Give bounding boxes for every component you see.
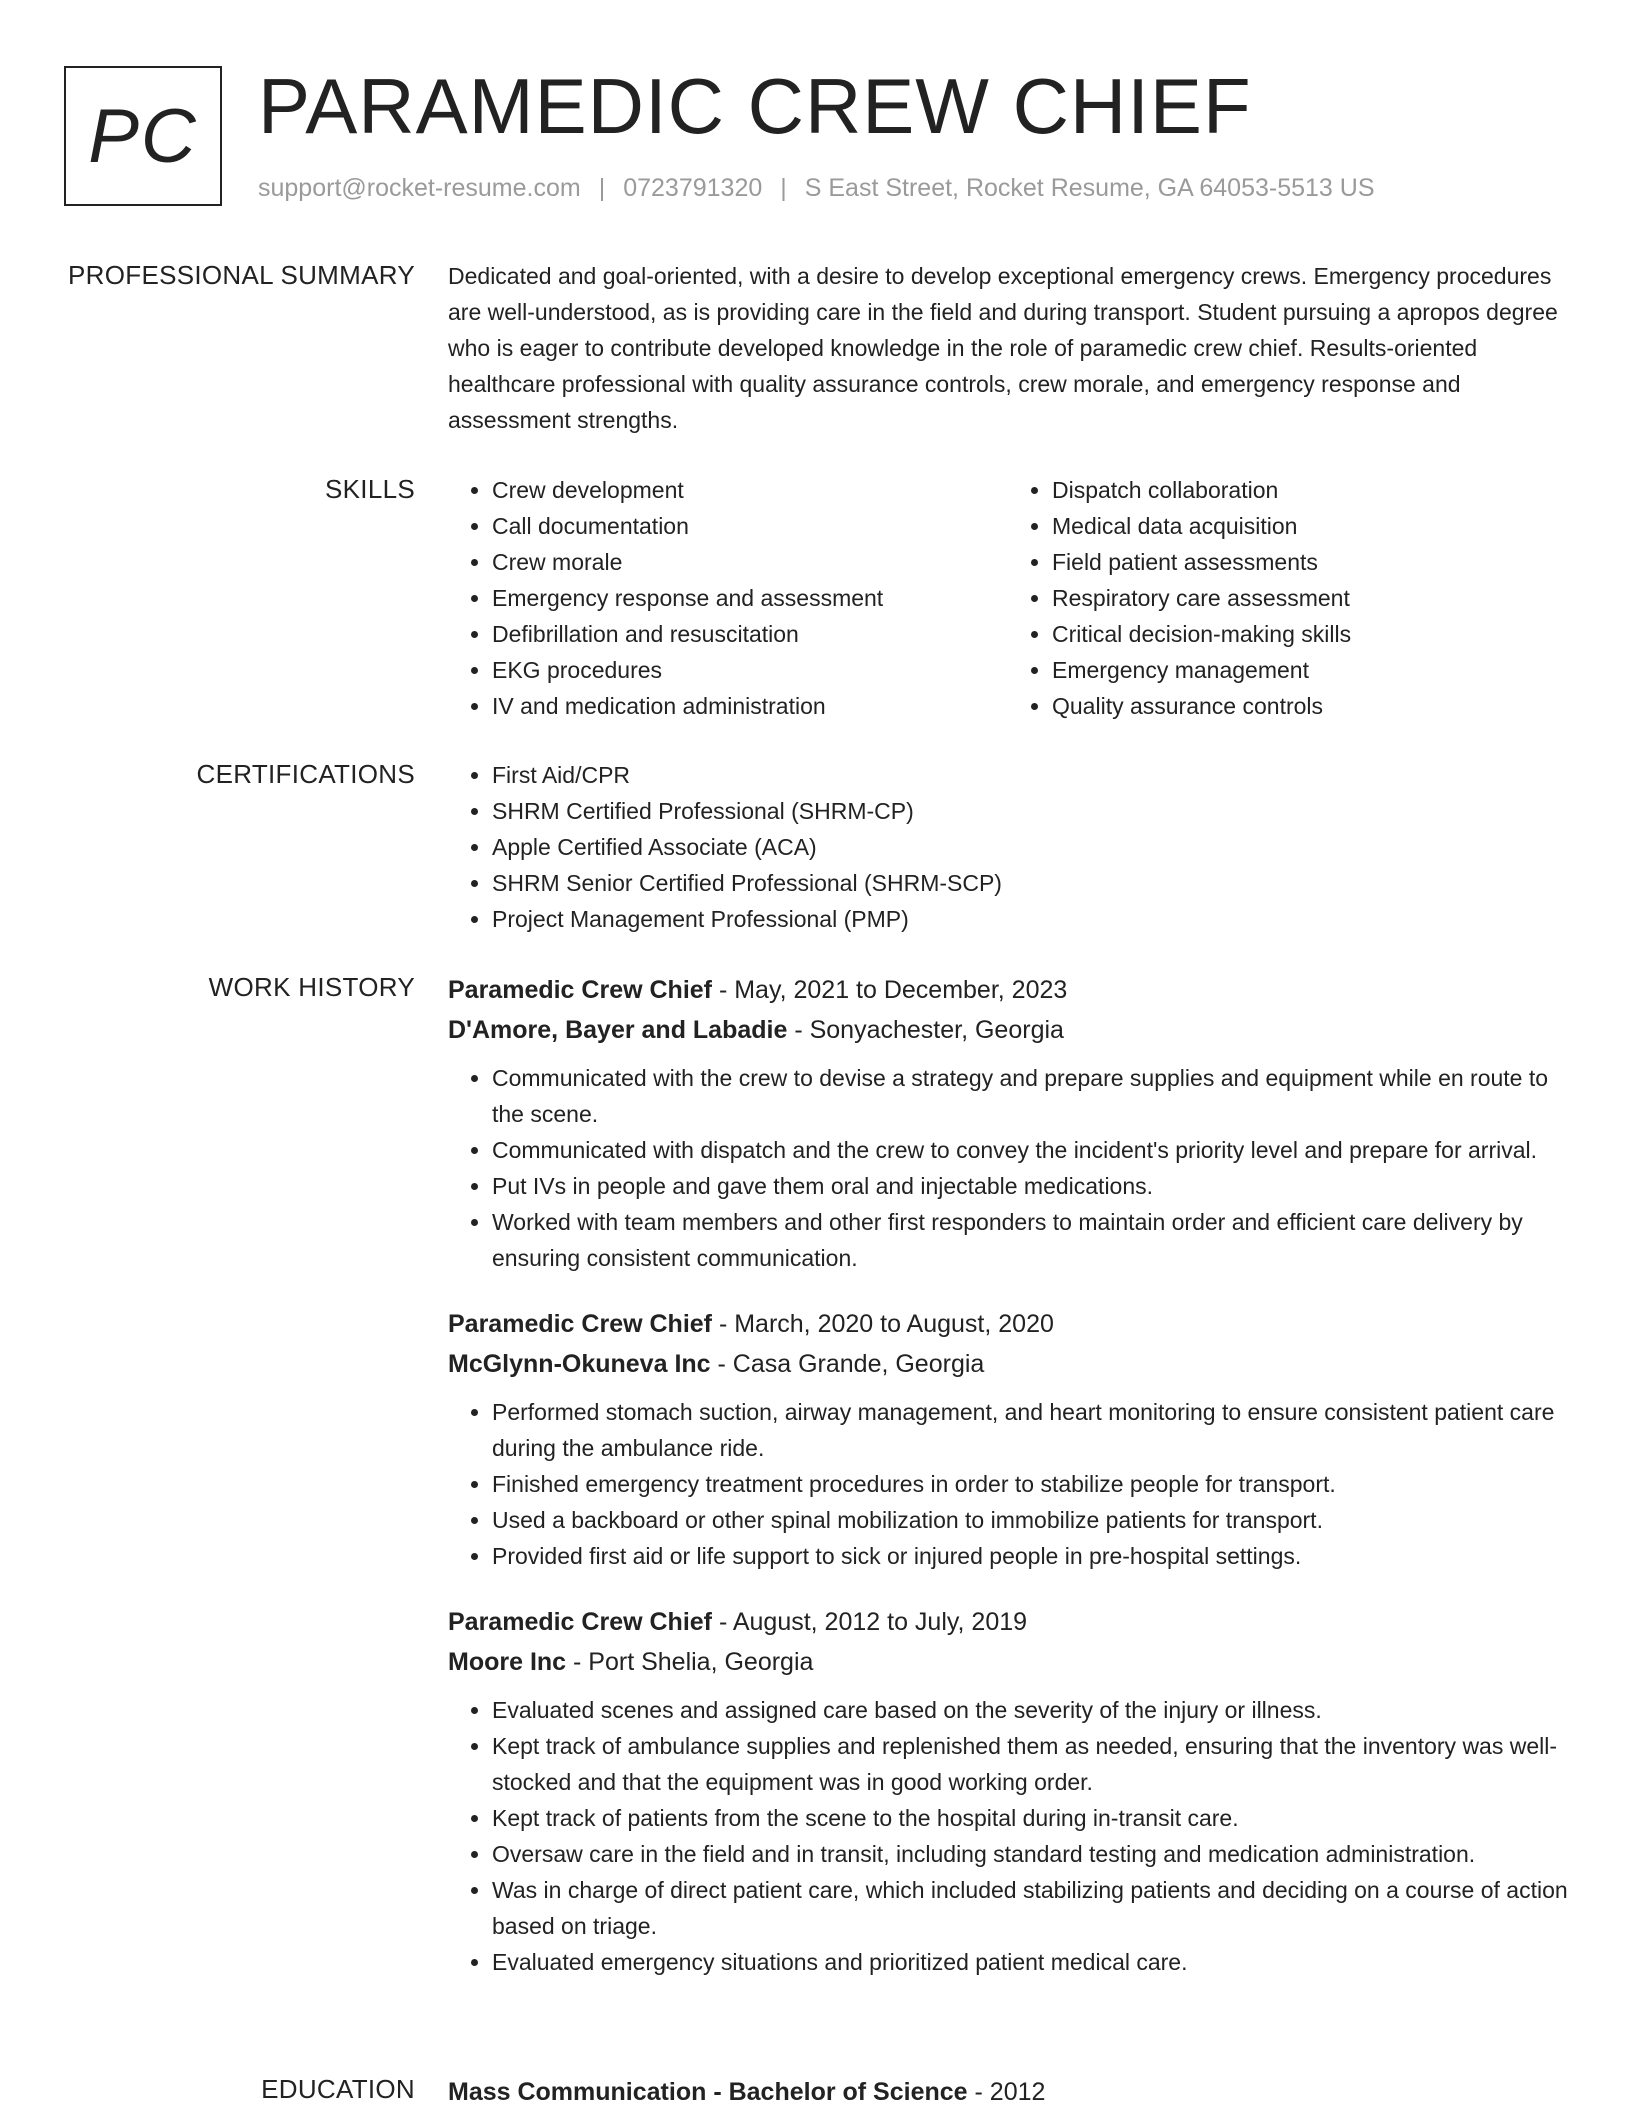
job-bullet: • Was in charge of direct patient care, which included stabilizing patients and deciding on a course of action based on triage. xyxy=(492,1872,1568,1944)
job-bullets xyxy=(448,1692,1568,1980)
job-dates: - May, 2021 to December, 2023 xyxy=(712,976,1068,1004)
education-body xyxy=(448,2072,1568,2112)
skill-item: • Crew development xyxy=(492,472,1008,508)
job-bullet: • Evaluated scenes and assigned care based on the severity of the injury or illness. xyxy=(492,1692,1568,1728)
skill-item: • Respiratory care assessment xyxy=(1052,580,1568,616)
skill-item: • Critical decision-making skills xyxy=(1052,616,1568,652)
work-history-body xyxy=(448,970,1568,2008)
skills-list-left xyxy=(448,472,1008,724)
job-entry xyxy=(448,970,1568,1276)
section-label-work: WORK HISTORY xyxy=(208,972,415,1002)
job-bullet: • Kept track of patients from the scene to the hospital during in-transit care. xyxy=(492,1800,1568,1836)
job-company-line xyxy=(448,1010,1568,1050)
certification-item: • SHRM Senior Certified Professional (SHRM-SCP) xyxy=(492,865,1568,901)
skill-item: • IV and medication administration xyxy=(492,688,1008,724)
skill-item: • Emergency management xyxy=(1052,652,1568,688)
job-bullet: • Kept track of ambulance supplies and replenished them as needed, ensuring that the inventory was well-stocked and that the equipment was in good working order. xyxy=(492,1728,1568,1800)
job-bullet: • Provided first aid or life support to sick or injured people in pre-hospital settings. xyxy=(492,1538,1568,1574)
job-bullet: • Performed stomach suction, airway management, and heart monitoring to ensure consistent patient care during the ambulance ride. xyxy=(492,1394,1568,1466)
skills-body xyxy=(448,472,1568,724)
job-bullet: • Put IVs in people and gave them oral and injectable medications. xyxy=(492,1168,1568,1204)
job-company-line xyxy=(448,1642,1568,1682)
job-title-line xyxy=(448,970,1568,1010)
skill-item: • Emergency response and assessment xyxy=(492,580,1008,616)
job-entry xyxy=(448,1602,1568,1980)
skill-item: • EKG procedures xyxy=(492,652,1008,688)
certification-item: • Project Management Professional (PMP) xyxy=(492,901,1568,937)
skill-item: • Field patient assessments xyxy=(1052,544,1568,580)
contact-separator: | xyxy=(780,174,787,202)
certifications-list xyxy=(448,757,1568,937)
certifications-body xyxy=(448,757,1568,937)
section-label-education: EDUCATION xyxy=(261,2074,415,2104)
contact-phone: 0723791320 xyxy=(623,174,763,202)
job-bullet: • Communicated with the crew to devise a strategy and prepare supplies and equipment while en route to the scene. xyxy=(492,1060,1568,1132)
section-label-certifications: CERTIFICATIONS xyxy=(196,759,415,789)
job-title-line xyxy=(448,1602,1568,1642)
contact-address: S East Street, Rocket Resume, GA 64053-5513 US xyxy=(804,174,1375,202)
certification-item: • Apple Certified Associate (ACA) xyxy=(492,829,1568,865)
job-bullet: • Communicated with dispatch and the crew to convey the incident's priority level and prepare for arrival. xyxy=(492,1132,1568,1168)
job-title: Paramedic Crew Chief xyxy=(448,976,712,1004)
job-company-line xyxy=(448,1344,1568,1384)
education-entry xyxy=(448,2072,1568,2112)
job-bullet: • Worked with team members and other first responders to maintain order and efficient care delivery by ensuring consistent communication. xyxy=(492,1204,1568,1276)
skill-item: • Crew morale xyxy=(492,544,1008,580)
job-bullet: • Evaluated emergency situations and prioritized patient medical care. xyxy=(492,1944,1568,1980)
summary-text: Dedicated and goal-oriented, with a desire to develop exceptional emergency crews. Emergency procedures are well-understood, as is providing care in the field and during transport. Student pursuing a apropos degree who is eager to contribute developed knowledge in the role of paramedic crew chief. Results-oriented healthcare professional with quality assurance controls, crew morale, and emergency response and assessment strengths. xyxy=(448,263,1558,433)
job-bullets xyxy=(448,1394,1568,1574)
job-title: Paramedic Crew Chief xyxy=(448,1608,712,1636)
certification-item: • SHRM Certified Professional (SHRM-CP) xyxy=(492,793,1568,829)
skills-list-right xyxy=(1008,472,1568,724)
job-dates: - March, 2020 to August, 2020 xyxy=(712,1310,1054,1338)
summary-body xyxy=(448,258,1568,438)
job-title-line xyxy=(448,1304,1568,1344)
job-dates: - August, 2012 to July, 2019 xyxy=(712,1608,1028,1636)
job-location: - Casa Grande, Georgia xyxy=(710,1350,985,1378)
job-company: Moore Inc xyxy=(448,1648,567,1676)
candidate-name: PARAMEDIC CREW CHIEF xyxy=(258,62,1252,150)
job-company: McGlynn-Okuneva Inc xyxy=(448,1350,711,1378)
resume-header xyxy=(64,62,1568,216)
certification-item: • First Aid/CPR xyxy=(492,757,1568,793)
job-location: - Sonyachester, Georgia xyxy=(787,1016,1064,1044)
education-year: - 2012 xyxy=(967,2078,1046,2106)
section-label-summary: PROFESSIONAL SUMMARY xyxy=(68,260,415,290)
job-title: Paramedic Crew Chief xyxy=(448,1310,712,1338)
contact-email: support@rocket-resume.com xyxy=(258,174,581,202)
contact-separator: | xyxy=(598,174,606,202)
contact-line xyxy=(258,174,1375,203)
job-bullet: • Oversaw care in the field and in transit, including standard testing and medication administration. xyxy=(492,1836,1568,1872)
job-company: D'Amore, Bayer and Labadie xyxy=(448,1016,788,1044)
monogram: PC xyxy=(64,66,222,206)
skill-item: • Medical data acquisition xyxy=(1052,508,1568,544)
job-entry xyxy=(448,1304,1568,1574)
section-label-skills: SKILLS xyxy=(325,474,415,504)
skill-item: • Defibrillation and resuscitation xyxy=(492,616,1008,652)
job-bullet: • Finished emergency treatment procedures in order to stabilize people for transport. xyxy=(492,1466,1568,1502)
job-location: - Port Shelia, Georgia xyxy=(566,1648,814,1676)
skill-item: • Dispatch collaboration xyxy=(1052,472,1568,508)
job-bullets xyxy=(448,1060,1568,1276)
job-bullet: • Used a backboard or other spinal mobilization to immobilize patients for transport. xyxy=(492,1502,1568,1538)
education-degree: Mass Communication - Bachelor of Science xyxy=(448,2078,968,2106)
skill-item: • Quality assurance controls xyxy=(1052,688,1568,724)
skill-item: • Call documentation xyxy=(492,508,1008,544)
